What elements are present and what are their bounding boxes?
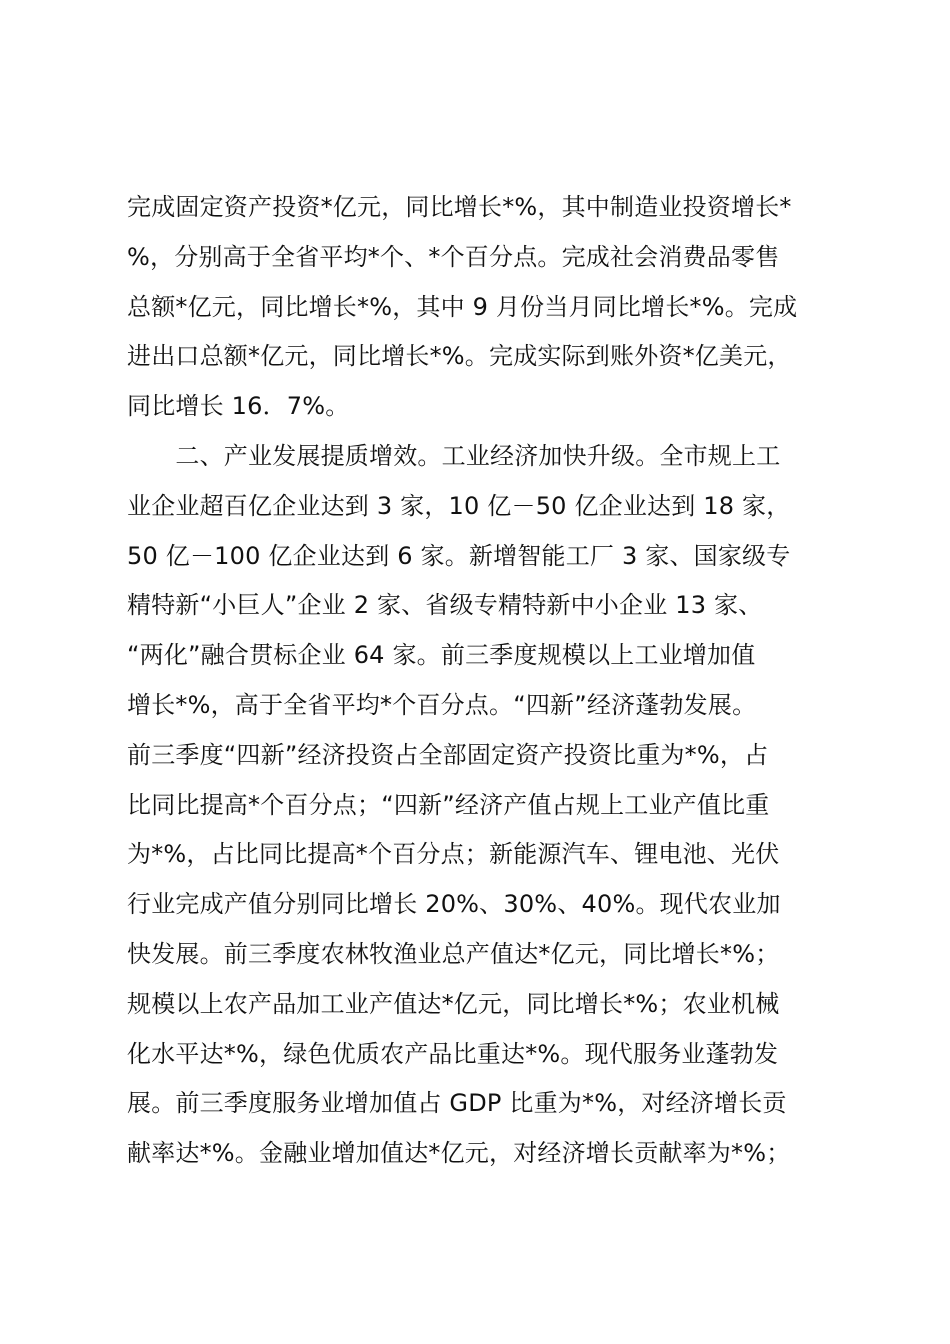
text-line: 业企业超百亿企业达到 3 家，10 亿－50 亿企业达到 18 家， xyxy=(127,491,791,520)
text-line: 化水平达*%，绿色优质农产品比重达*%。现代服务业蓬勃发 xyxy=(127,1039,779,1068)
text-line: 总额*亿元，同比增长*%，其中 9 月份当月同比增长*%。完成 xyxy=(127,292,798,321)
text-line: 规模以上农产品加工业产值达*亿元，同比增长*%；农业机械 xyxy=(127,989,780,1018)
text-line: 展。前三季度服务业增加值占 GDP 比重为*%，对经济增长贡 xyxy=(127,1089,787,1118)
text-line: 50 亿－100 亿企业达到 6 家。新增智能工厂 3 家、国家级专 xyxy=(127,541,791,570)
text-line: 同比增长 16．7%。 xyxy=(127,392,350,421)
text-line: 快发展。前三季度农林牧渔业总产值达*亿元，同比增长*%； xyxy=(127,939,780,968)
text-line: 比同比提高*个百分点；“四新”经济产值占规上工业产值比重 xyxy=(127,790,770,819)
text-line: 精特新“小巨人”企业 2 家、省级专精特新中小企业 13 家、 xyxy=(127,591,763,620)
text-line: 行业完成产值分别同比增长 20%、30%、40%。现代农业加 xyxy=(127,890,781,919)
text-line: “两化”融合贯标企业 64 家。前三季度规模以上工业增加值 xyxy=(127,641,756,670)
text-line: 为*%，占比同比提高*个百分点；新能源汽车、锂电池、光伏 xyxy=(127,840,780,869)
text-line: %，分别高于全省平均*个、*个百分点。完成社会消费品零售 xyxy=(127,242,780,271)
text-line: 二、产业发展提质增效。工业经济加快升级。全市规上工 xyxy=(127,441,781,470)
body-text xyxy=(127,183,847,1179)
text-line: 完成固定资产投资*亿元，同比增长*%，其中制造业投资增长* xyxy=(127,193,792,221)
text-line: 增长*%，高于全省平均*个百分点。“四新”经济蓬勃发展。 xyxy=(127,690,757,719)
text-line: 献率达*%。金融业增加值达*亿元，对经济增长贡献率为*%； xyxy=(127,1139,791,1168)
text-line: 进出口总额*亿元，同比增长*%。完成实际到账外资*亿美元， xyxy=(127,342,792,371)
text-line: 前三季度“四新”经济投资占全部固定资产投资比重为*%，占 xyxy=(127,740,769,769)
